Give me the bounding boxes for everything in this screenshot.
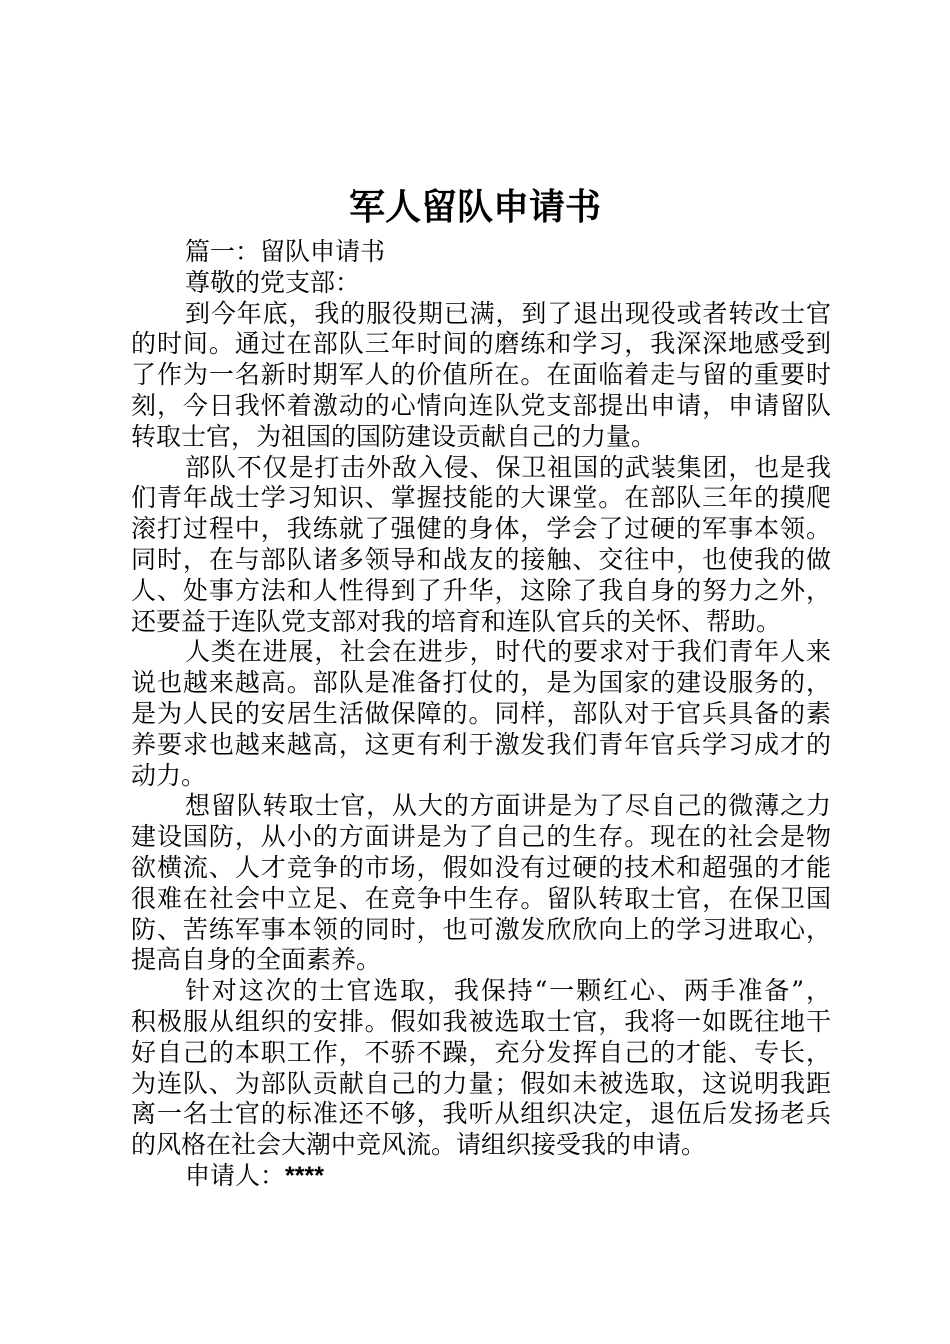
paragraph-line: 人、处事方法和人性得到了升华，这除了我自身的努力之外，	[131, 575, 831, 605]
paragraph-line: 人类在进展，社会在进步，时代的要求对于我们青年人来	[185, 637, 831, 667]
paragraph-5	[131, 976, 831, 1161]
paragraph-line: 们青年战士学习知识、掌握技能的大课堂。在部队三年的摸爬	[131, 483, 831, 513]
salutation: 尊敬的党支部：	[185, 267, 361, 297]
paragraph-3	[131, 637, 831, 791]
paragraph-line: 很难在社会中立足、在竞争中生存。留队转取士官，在保卫国	[131, 883, 831, 913]
document-title: 军人留队申请书	[348, 187, 601, 228]
document-body	[131, 237, 831, 1192]
paragraph-line: 的时间。通过在部队三年时间的磨练和学习，我深深地感受到	[131, 329, 831, 359]
paragraph-line: 动力。	[131, 760, 207, 790]
signature-label: 申请人：	[185, 1160, 286, 1190]
paragraph-1	[131, 299, 831, 453]
paragraph-line: 建设国防，从小的方面讲是为了自己的生存。现在的社会是物	[131, 822, 831, 852]
paragraph-line: 同时，在与部队诸多领导和战友的接触、交往中，也使我的做	[131, 544, 831, 574]
paragraph-line: 提高自身的全面素养。	[131, 945, 382, 975]
paragraph-4	[131, 791, 831, 976]
signature-value: ****	[285, 1161, 324, 1190]
paragraph-2	[131, 453, 831, 638]
paragraph-line: 部队不仅是打击外敌入侵、保卫祖国的武装集团，也是我	[185, 452, 831, 482]
paragraph-line: 说也越来越高。部队是准备打仗的，是为国家的建设服务的，	[131, 668, 831, 698]
paragraph-line: 离一名士官的标准还不够，我听从组织决定，退伍后发扬老兵	[131, 1099, 831, 1129]
paragraph-line: 是为人民的安居生活做保障的。同样，部队对于官兵具备的素	[131, 698, 831, 728]
paragraph-line: 好自己的本职工作，不骄不躁，充分发挥自己的才能、专长，	[131, 1037, 831, 1067]
paragraph-line: 欲横流、人才竞争的市场，假如没有过硬的技术和超强的才能	[131, 852, 831, 882]
paragraph-line: 防、苦练军事本领的同时，也可激发欣欣向上的学习进取心，	[131, 914, 831, 944]
paragraph-line: 还要益于连队党支部对我的培育和连队官兵的关怀、帮助。	[131, 606, 782, 636]
paragraph-line: 想留队转取士官，从大的方面讲是为了尽自己的微薄之力	[185, 791, 831, 821]
paragraph-line: 了作为一名新时期军人的价值所在。在面临着走与留的重要时	[131, 360, 831, 390]
paragraph-line: 为连队、为部队贡献自己的力量；假如未被选取，这说明我距	[131, 1068, 831, 1098]
paragraph-line: 的风格在社会大潮中竞风流。请组织接受我的申请。	[131, 1130, 707, 1160]
paragraph-line: 转取士官，为祖国的国防建设贡献自己的力量。	[131, 421, 657, 451]
paragraph-line: 针对这次的士官选取，我保持“一颗红心、两手准备”，	[185, 976, 831, 1006]
paragraph-line: 刻，今日我怀着激动的心情向连队党支部提出申请，申请留队	[131, 390, 831, 420]
signature-line	[131, 1161, 831, 1192]
paragraph-line: 养要求也越来越高，这更有利于激发我们青年官兵学习成才的	[131, 729, 831, 759]
paragraph-line: 到今年底，我的服役期已满，到了退出现役或者转改士官	[185, 298, 831, 328]
paragraph-line: 滚打过程中，我练就了强健的身体，学会了过硬的军事本领。	[131, 514, 831, 544]
section-heading: 篇一：留队申请书	[185, 237, 386, 266]
paragraph-line: 积极服从组织的安排。假如我被选取士官，我将一如既往地干	[131, 1006, 831, 1036]
